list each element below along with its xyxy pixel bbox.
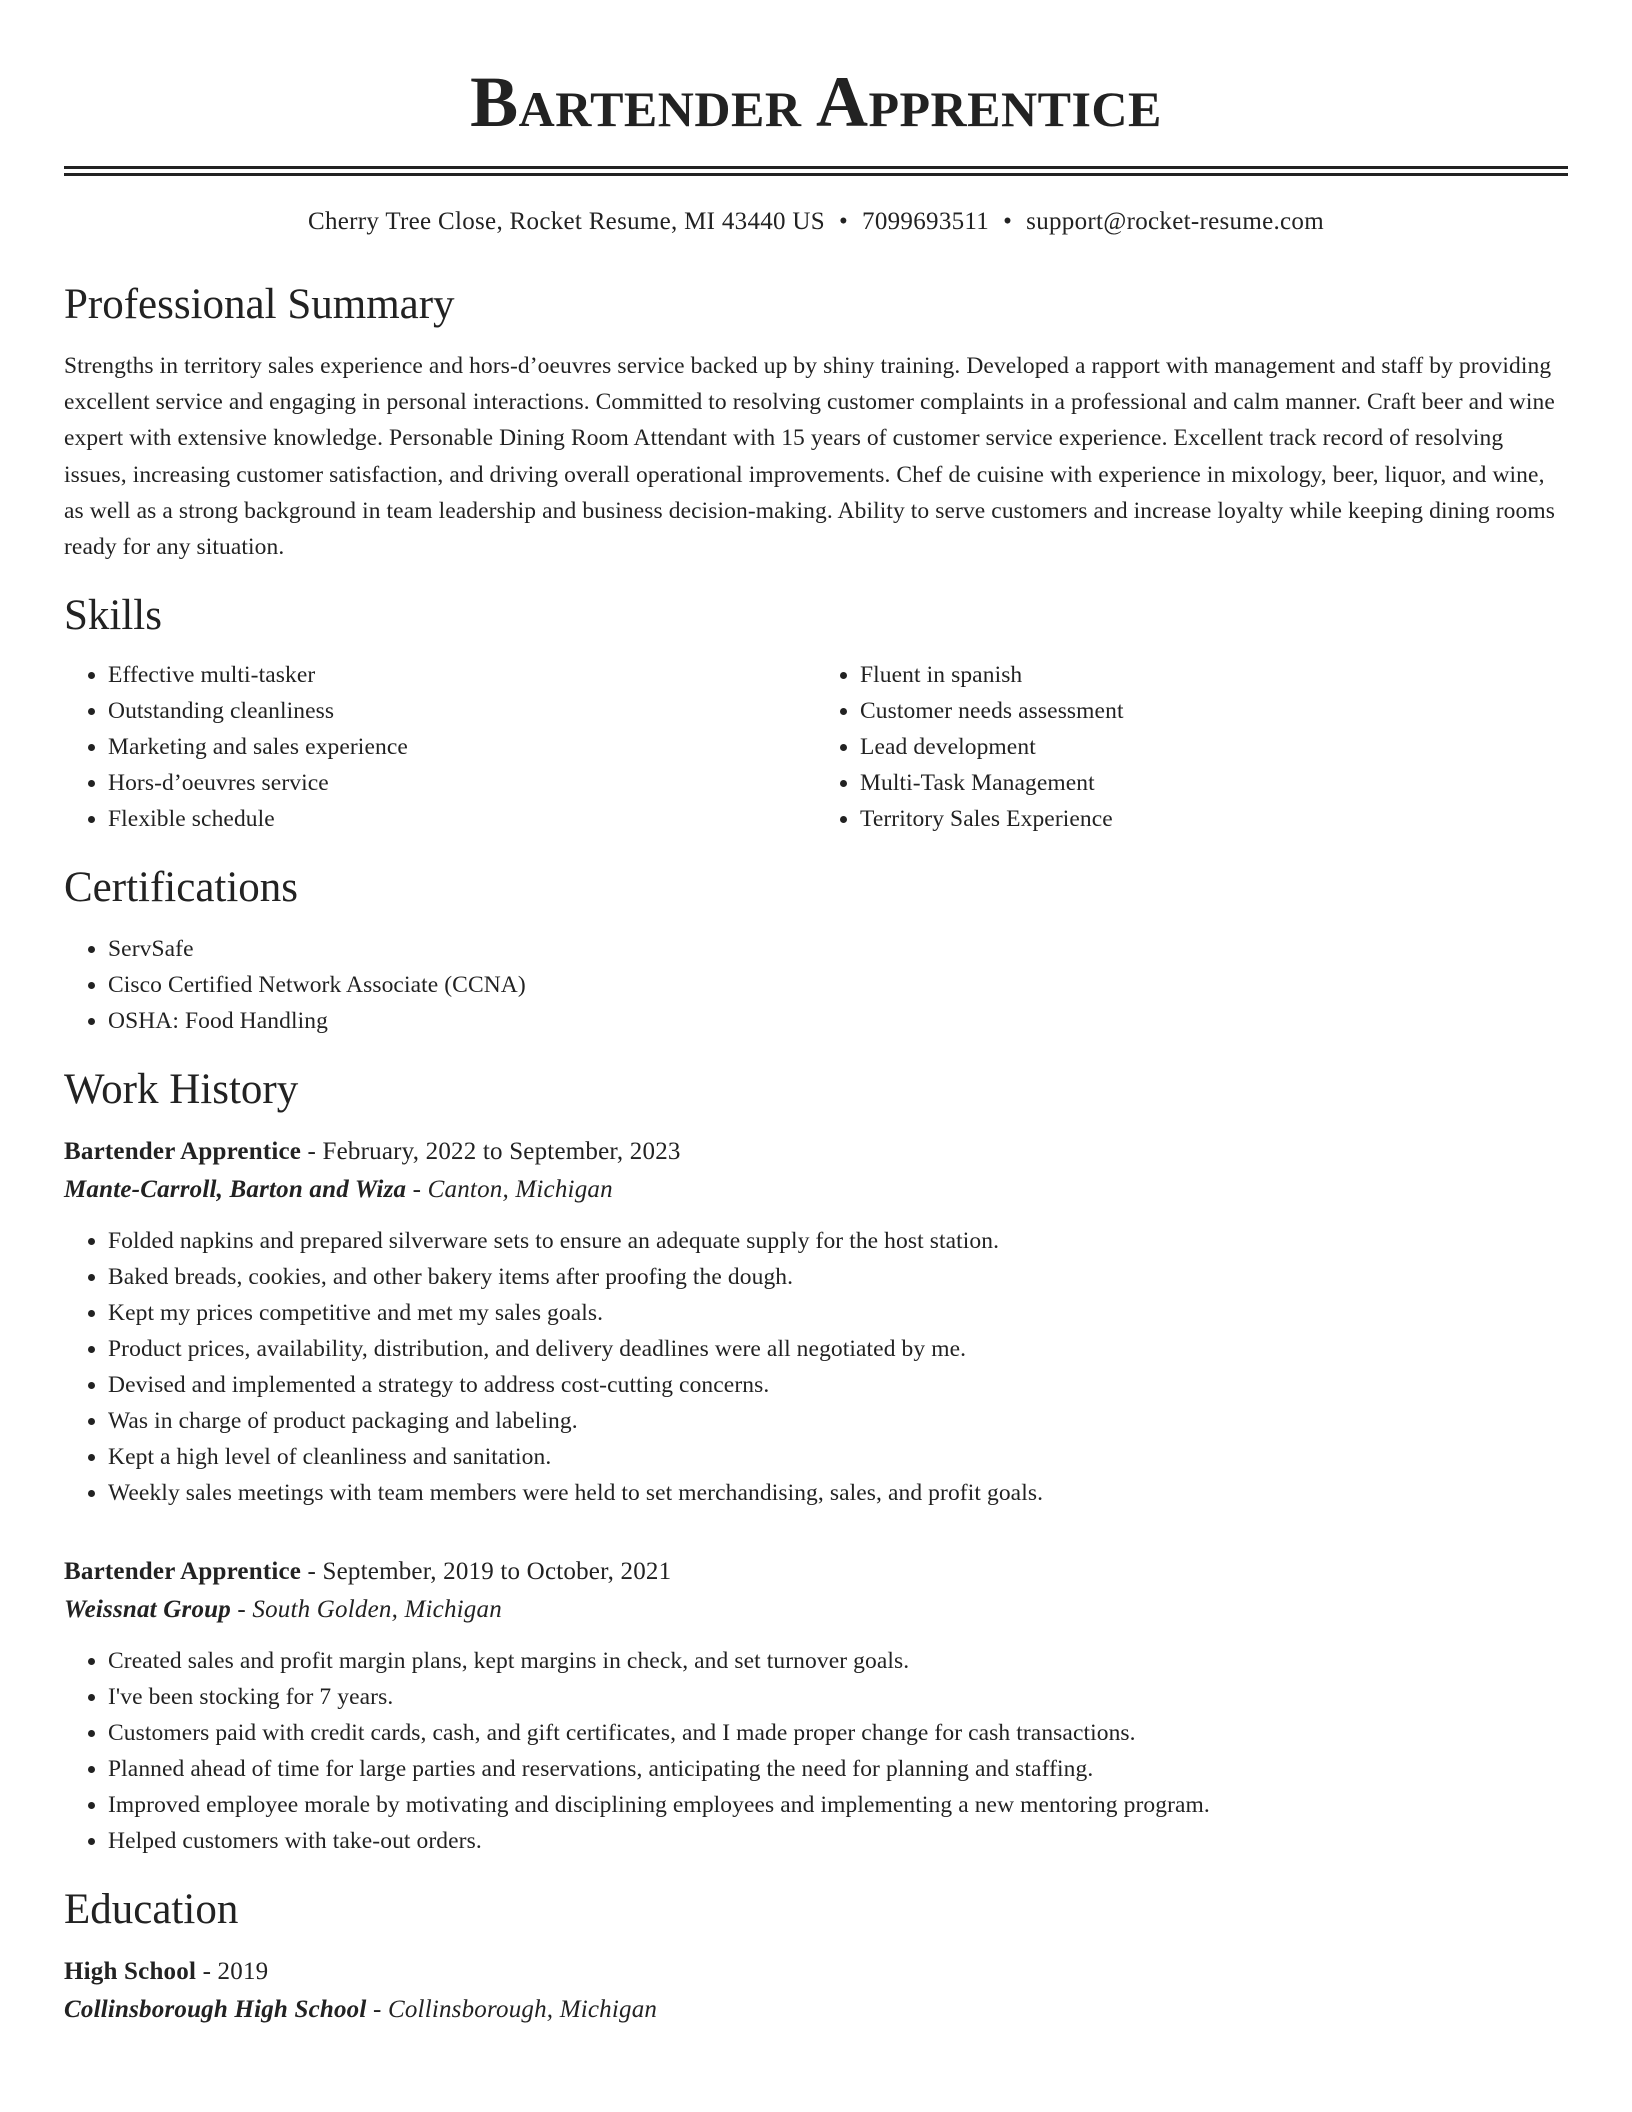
job-title-line [64, 1133, 1568, 1171]
contact-address: Cherry Tree Close, Rocket Resume, MI 43440 US [308, 208, 825, 235]
education-heading: Education [64, 1886, 239, 1934]
skill-item: • Outstanding cleanliness [108, 693, 816, 729]
job-bullet: • Improved employee morale by motivating and disciplining employees and implementing a new mentoring program. [108, 1787, 1568, 1823]
certification-item: • OSHA: Food Handling [108, 1003, 1568, 1039]
job-bullet: • Planned ahead of time for large parties and reservations, anticipating the need for planning and staffing. [108, 1751, 1568, 1787]
skill-item: • Fluent in spanish [860, 657, 1568, 693]
education-year: 2019 [217, 1958, 269, 1986]
skills-heading: Skills [64, 592, 162, 640]
contact-phone: 7099693511 [862, 208, 990, 235]
skill-item: • Territory Sales Experience [860, 801, 1568, 837]
header-double-rule [64, 166, 1568, 176]
job-bullet: • Kept my prices competitive and met my sales goals. [108, 1295, 1568, 1331]
work-history-heading: Work History [64, 1066, 299, 1114]
education-school-line [64, 1991, 1568, 2029]
job-company-line [64, 1591, 1568, 1629]
job-company-line [64, 1171, 1568, 1209]
education-entry [64, 1953, 1568, 2029]
job-role: Bartender Apprentice [64, 1558, 302, 1586]
dash: - [202, 1958, 212, 1986]
job-bullet: • Folded napkins and prepared silverware sets to ensure an adequate supply for the host station. [108, 1223, 1568, 1259]
job-bullets [64, 1643, 1568, 1859]
summary-heading: Professional Summary [64, 281, 455, 328]
job-bullet: • Helped customers with take-out orders. [108, 1823, 1568, 1859]
contact-email: support@rocket-resume.com [1026, 208, 1324, 235]
job-bullet: • Kept a high level of cleanliness and sanitation. [108, 1439, 1568, 1475]
skills-columns [64, 657, 1568, 837]
job-company: Weissnat Group [64, 1596, 231, 1624]
dash: - [372, 1996, 382, 2024]
job-company: Mante-Carroll, Barton and Wiza [64, 1176, 407, 1204]
job-bullet: • Was in charge of product packaging and labeling. [108, 1403, 1568, 1439]
education-degree: High School [64, 1958, 197, 1986]
education-degree-line [64, 1953, 1568, 1991]
education-location: Collinsborough, Michigan [387, 1996, 658, 2024]
job-bullet: • I've been stocking for 7 years. [108, 1679, 1568, 1715]
job-bullets [64, 1223, 1568, 1511]
job-dates: September, 2019 to October, 2021 [322, 1558, 672, 1586]
dash: - [412, 1176, 422, 1204]
skill-item: • Multi-Task Management [860, 765, 1568, 801]
job-entry [64, 1133, 1568, 1511]
job-title-line [64, 1553, 1568, 1591]
job-bullet: • Baked breads, cookies, and other bakery items after proofing the dough. [108, 1259, 1568, 1295]
skill-item: • Flexible schedule [108, 801, 816, 837]
certifications-list [64, 931, 1568, 1039]
contact-line [64, 206, 1568, 238]
job-bullet: • Customers paid with credit cards, cash, and gift certificates, and I made proper change for cash transactions. [108, 1715, 1568, 1751]
skill-item: • Effective multi-tasker [108, 657, 816, 693]
job-role: Bartender Apprentice [64, 1138, 302, 1166]
job-bullet: • Created sales and profit margin plans, kept margins in check, and set turnover goals. [108, 1643, 1568, 1679]
job-entry [64, 1553, 1568, 1859]
candidate-name: Bartender Apprentice [470, 62, 1162, 142]
job-bullet: • Product prices, availability, distribution, and delivery deadlines were all negotiated by me. [108, 1331, 1568, 1367]
certification-item: • Cisco Certified Network Associate (CCNA) [108, 967, 1568, 1003]
skill-item: • Hors-d’oeuvres service [108, 765, 816, 801]
dash: - [237, 1596, 246, 1624]
job-bullet: • Devised and implemented a strategy to address cost-cutting concerns. [108, 1367, 1568, 1403]
job-location: South Golden, Michigan [252, 1596, 502, 1624]
certifications-heading: Certifications [64, 864, 299, 912]
certification-item: • ServSafe [108, 931, 1568, 967]
job-dates: February, 2022 to September, 2023 [322, 1138, 681, 1166]
dash: - [307, 1138, 317, 1166]
job-bullet: • Weekly sales meetings with team members were held to set merchandising, sales, and profit goals. [108, 1475, 1568, 1511]
education-school: Collinsborough High School [64, 1996, 367, 2024]
job-location: Canton, Michigan [427, 1176, 613, 1204]
skill-item: • Lead development [860, 729, 1568, 765]
skills-list-right [816, 657, 1568, 837]
dash: - [307, 1558, 317, 1586]
contact-separator: • [838, 208, 849, 235]
skill-item: • Customer needs assessment [860, 693, 1568, 729]
skill-item: • Marketing and sales experience [108, 729, 816, 765]
summary-text: Strengths in territory sales experience and hors-d’oeuvres service backed up by shiny training. Developed a rapport with management and staff by providing excellent service and engaging in personal interactions. Committed to resolving customer complaints in a professional and calm manner. Craft beer and wine expert with extensive knowledge. Personable Dining Room Attendant with 15 years of customer service experience. Excellent track record of resolving issues, increasing customer satisfaction, and driving overall operational improvements. Chef de cuisine with experience in mixology, beer, liquor, and wine, as well as a strong background in team leadership and business decision-making. Ability to serve customers and increase loyalty while keeping dining rooms ready for any situation. [64, 353, 1555, 561]
contact-separator: • [1003, 208, 1013, 235]
skills-list-left [64, 657, 816, 837]
